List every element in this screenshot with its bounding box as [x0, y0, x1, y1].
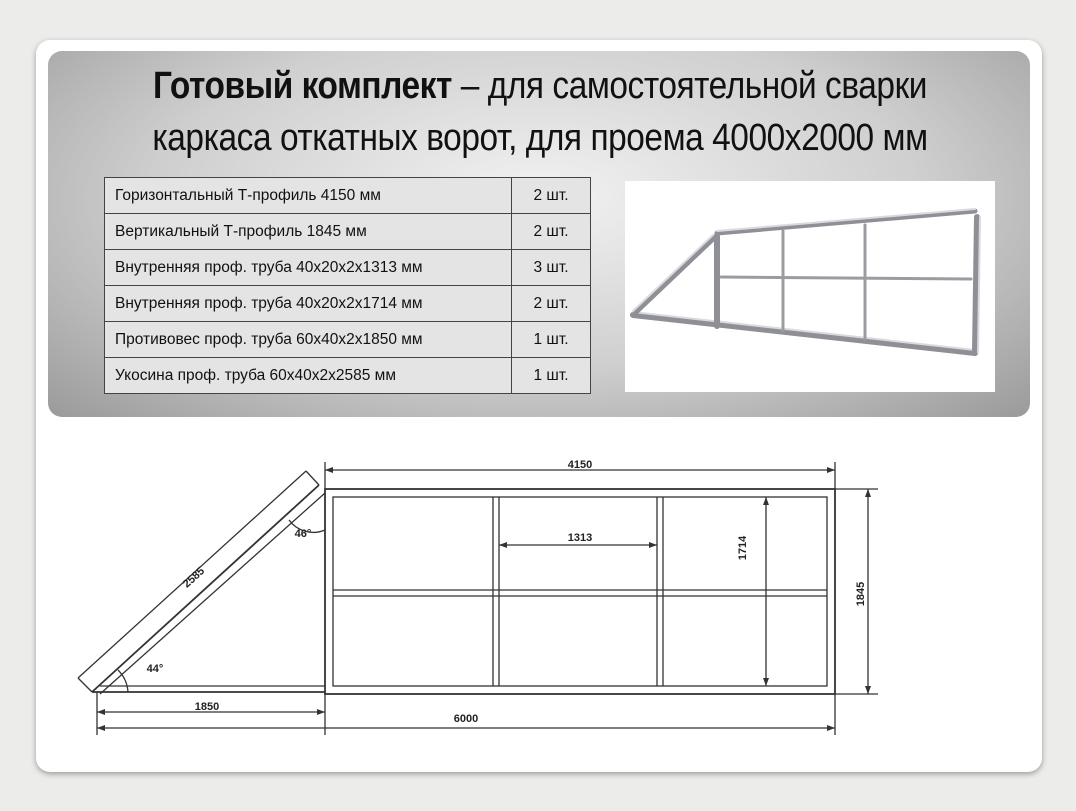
dim-1313: 1313 — [567, 532, 593, 544]
item-cell: Внутренняя проф. труба 40х20х2х1313 мм — [105, 250, 512, 286]
qty-cell: 2 шт. — [512, 178, 591, 214]
qty-cell: 3 шт. — [512, 250, 591, 286]
qty-cell: 1 шт. — [512, 322, 591, 358]
title-bold: Готовый комплект — [152, 65, 452, 107]
dim-1714: 1714 — [737, 535, 749, 561]
item-cell: Внутренняя проф. труба 40х20х2х1714 мм — [105, 286, 512, 322]
title-line2: каркаса откатных ворот, для проема 4000х2000 мм — [152, 117, 928, 159]
item-cell: Вертикальный Т-профиль 1845 мм — [105, 214, 512, 250]
item-cell: Противовес проф. труба 60х40х2х1850 мм — [105, 322, 512, 358]
dim-4150: 4150 — [567, 459, 593, 471]
dim-6000: 6000 — [453, 713, 479, 725]
dim-2585: 2585 — [180, 565, 208, 591]
qty-cell: 2 шт. — [512, 214, 591, 250]
dim-1845: 1845 — [855, 581, 867, 607]
angle-top-label: 46° — [294, 528, 312, 540]
angle-bottom-label: 44° — [146, 663, 164, 675]
title-rest: – для самостоятельной сварки — [451, 65, 928, 107]
dim-1850: 1850 — [194, 701, 220, 713]
item-cell: Укосина проф. труба 60х40х2х2585 мм — [105, 358, 512, 394]
qty-cell: 2 шт. — [512, 286, 591, 322]
qty-cell: 1 шт. — [512, 358, 591, 394]
item-cell: Горизонтальный Т-профиль 4150 мм — [105, 178, 512, 214]
